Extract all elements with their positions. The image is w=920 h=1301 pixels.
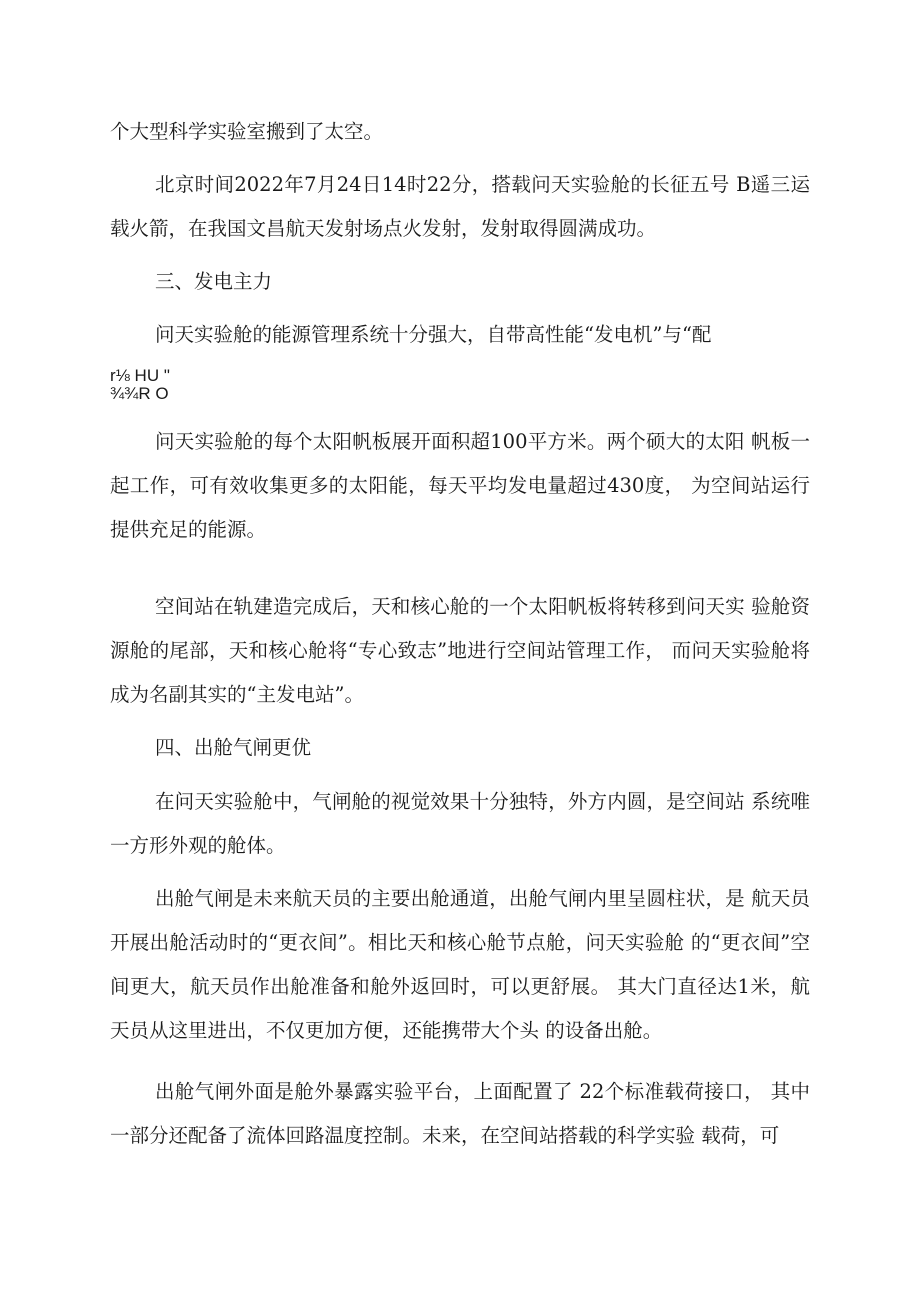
paragraph-airlock-usage: 出舱气闸是未来航天员的主要出舱通道，出舱气闸内里呈圆柱状，是 航天员开展出舱活动时的“更衣间”。相比天和核心舱节点舱，问天实验舱 的“更衣间”空间更大，航天员作出舱准备和舱外返回时，可以更舒展。 其大门直径达1米，航天员从这里进出，不仅更加方便，还能携带大个头 的设备出舱。	[110, 887, 810, 1042]
garbled-text-line-1: r⅛ HU "	[110, 366, 170, 385]
paragraph-main-power-station: 空间站在轨建造完成后，天和核心舱的一个太阳帆板将转移到问天实 验舱资源舱的尾部，天和核心舱将“专心致志”地进行空间站管理工作， 而问天实验舱将成为名副其实的“主发电站”。	[110, 595, 810, 706]
garbled-text-line-2: ¾¾R O	[110, 384, 169, 403]
paragraph-airlock-shape: 在问天实验舱中，气闸舱的视觉效果十分独特，外方内圆，是空间站 系统唯一方形外观的舱体。	[110, 790, 810, 857]
section-heading-airlock: 四、出舱气闸更优	[155, 736, 312, 759]
paragraph-intro-end: 个大型科学实验室搬到了太空。	[110, 120, 384, 143]
paragraph-energy-system: 问天实验舱的能源管理系统十分强大，自带高性能“发电机”与“配	[155, 323, 712, 346]
paragraph-exposed-platform: 出舱气闸外面是舱外暴露实验平台，上面配置了 22个标准载荷接口， 其中一部分还配备了流体回路温度控制。未来，在空间站搭载的科学实验 载荷，可	[110, 1080, 810, 1147]
section-heading-power: 三、发电主力	[155, 270, 273, 293]
paragraph-solar-panels: 问天实验舱的每个太阳帆板展开面积超100平方米。两个硕大的太阳 帆板一起工作，可有效收集更多的太阳能，每天平均发电量超过430度， 为空间站运行提供充足的能源。	[110, 430, 810, 541]
paragraph-launch: 北京时间2022年7月24日14时22分，搭载问天实验舱的长征五号 B遥三运载火箭，在我国文昌航天发射场点火发射，发射取得圆满成功。	[110, 173, 810, 240]
